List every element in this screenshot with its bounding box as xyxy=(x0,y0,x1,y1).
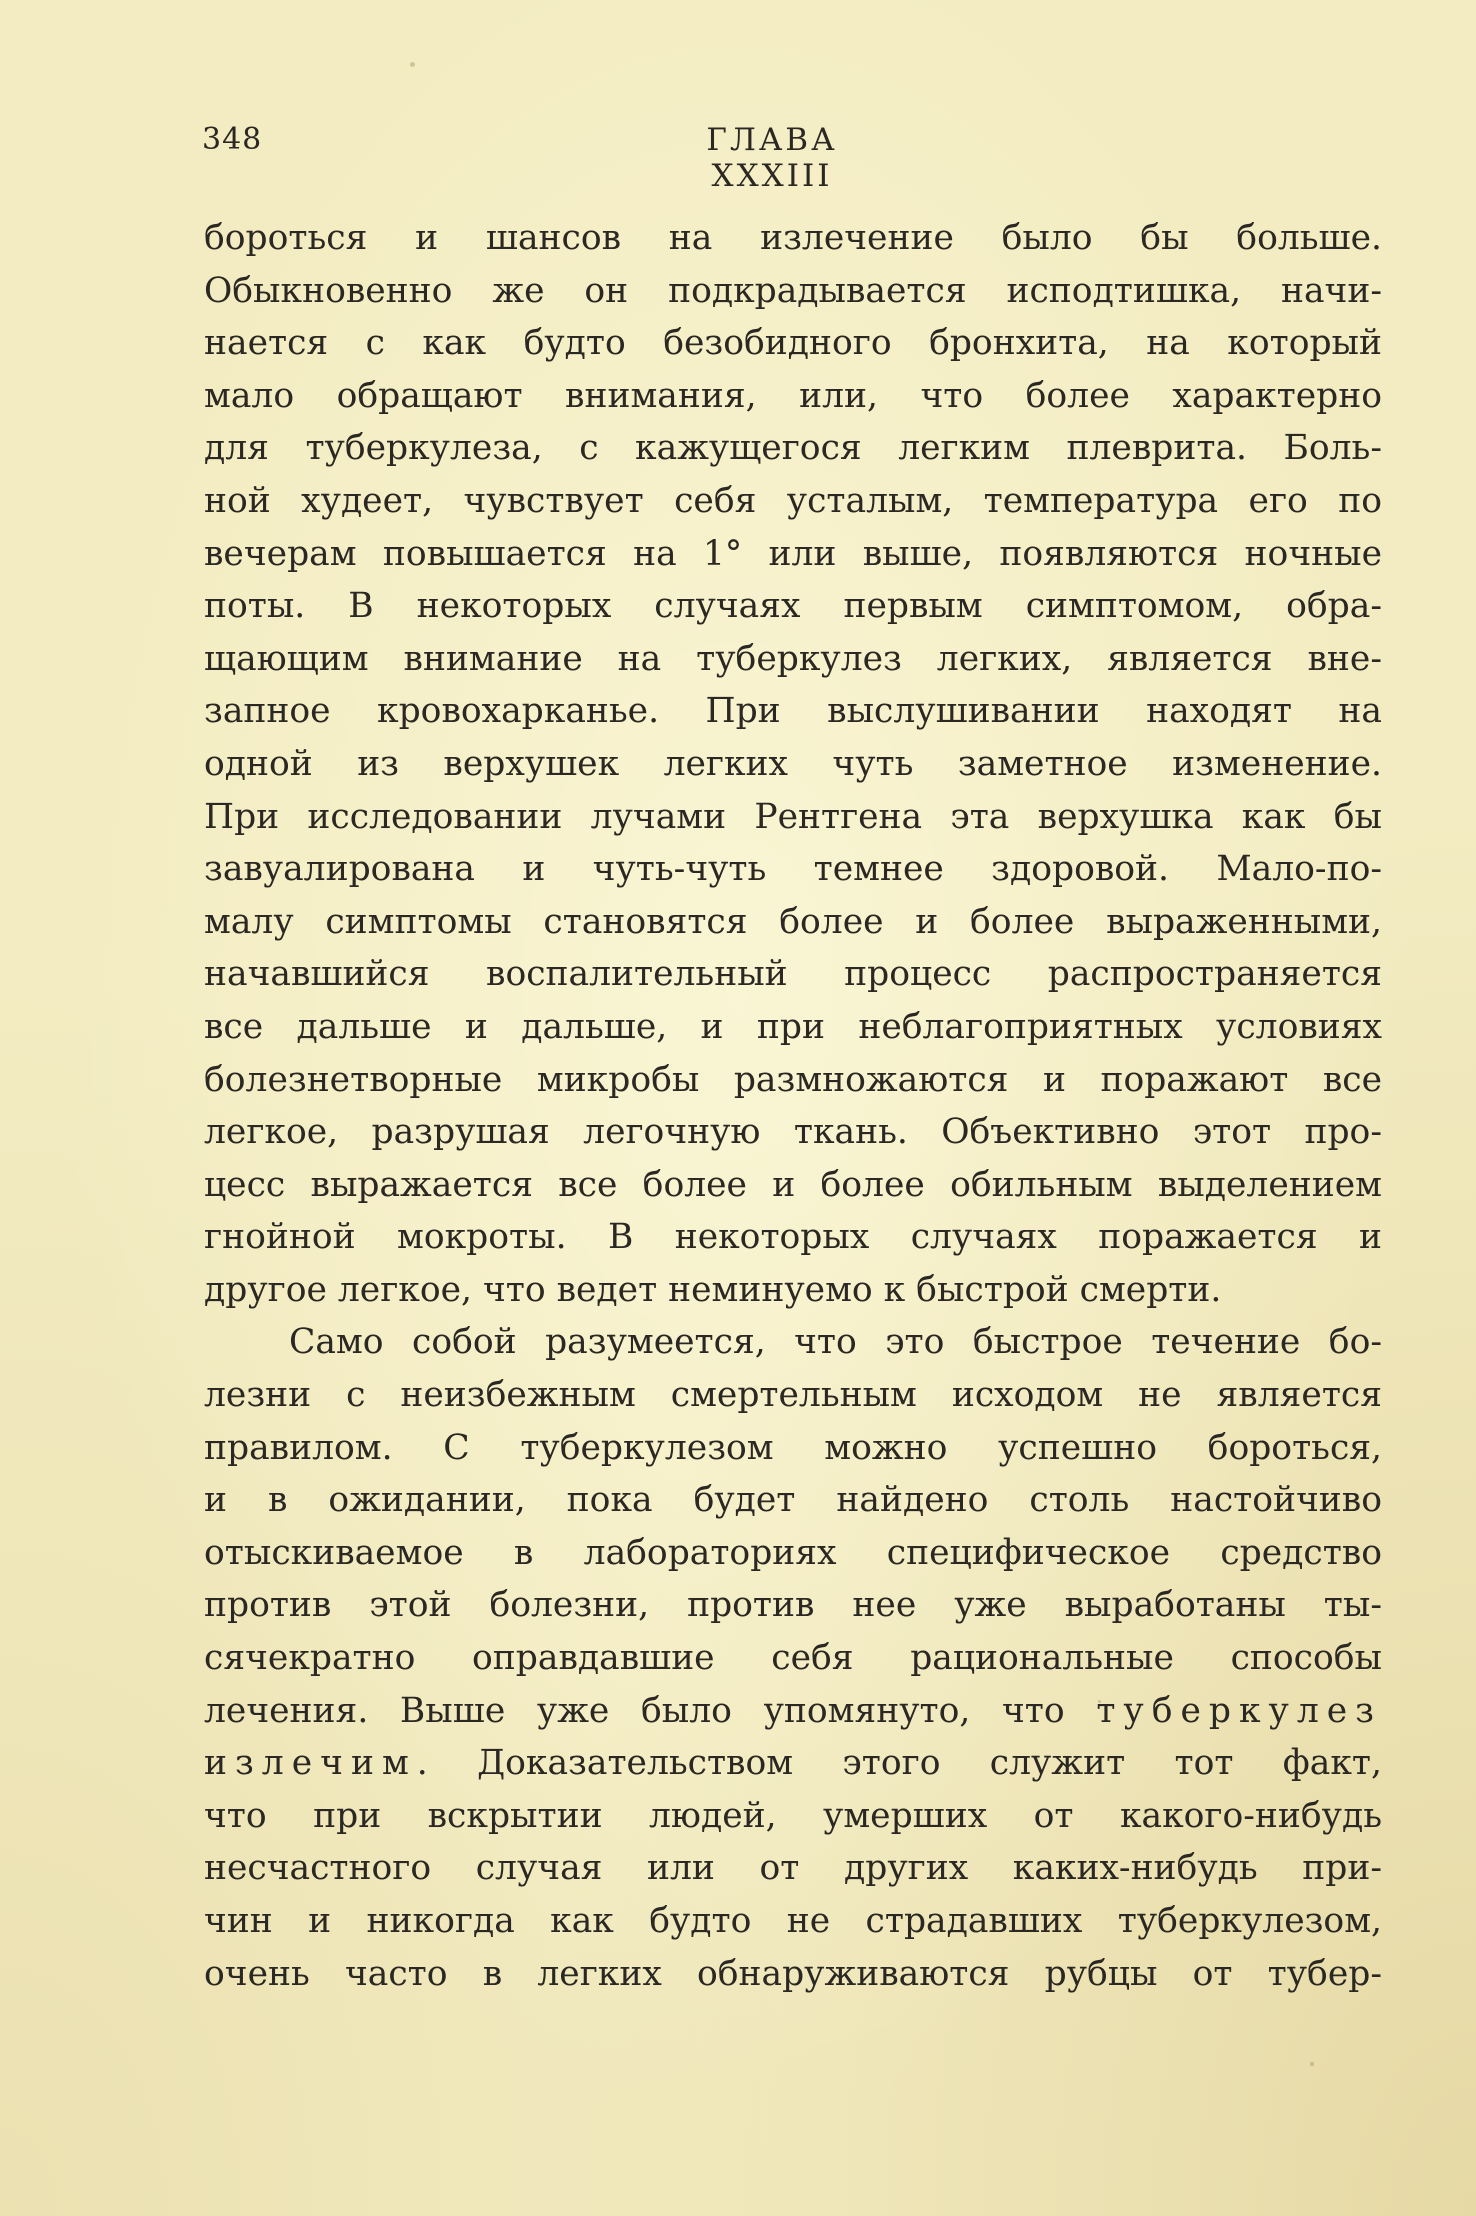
text-line: лезни с неизбежным смертельным исходом не является xyxy=(204,1375,1382,1416)
body-text xyxy=(204,212,1382,2000)
paragraph-end-line: другое легкое, что ведет неминуемо к быстрой смерти. xyxy=(204,1269,1222,1310)
text-line: щающим внимание на туберкулез легких, является вне- xyxy=(204,638,1382,679)
text-line: гнойной мокроты. В некоторых случаях поражается и xyxy=(204,1217,1382,1258)
text-line: болезнетворные микробы размножаются и поражают все xyxy=(204,1059,1382,1100)
text-line: сячекратно оправдавшие себя рациональные способы xyxy=(204,1638,1382,1679)
text-line: вечерам повышается на 1° или выше, появляются ночные xyxy=(204,533,1382,574)
text-line: мало обращают внимания, или, что более характерно xyxy=(204,375,1382,416)
emphasized-word: туберкулез xyxy=(1096,1690,1382,1731)
text-line: нается с как будто безобидного бронхита, на который xyxy=(204,323,1382,364)
text-line xyxy=(204,1685,1382,1738)
text-line: запное кровохарканье. При выслушивании находят на xyxy=(204,691,1382,732)
text-line xyxy=(204,1737,1382,1790)
text-line: бороться и шансов на излечение было бы больше. xyxy=(204,218,1382,258)
text-line: очень часто в легких обнаруживаются рубцы от тубер- xyxy=(204,1953,1382,1994)
text-line: и в ожидании, пока будет найдено столь настойчиво xyxy=(204,1480,1382,1521)
text-segment: . Доказательством этого служит тот факт, xyxy=(416,1743,1382,1784)
text-line: цесс выражается все более и более обильным выделением xyxy=(204,1164,1382,1205)
text-segment: лечения. Выше уже было упомянуто, что xyxy=(204,1690,1065,1731)
text-line: При исследовании лучами Рентгена эта верхушка как бы xyxy=(204,796,1382,837)
text-line: легкое, разрушая легочную ткань. Объективно этот про- xyxy=(204,1112,1382,1153)
text-line: начавшийся воспалительный процесс распространяется xyxy=(204,954,1382,995)
paper-spot xyxy=(410,62,415,67)
page-number: 348 xyxy=(202,122,263,157)
text-line: Обыкновенно же он подкрадывается исподтишка, начи- xyxy=(204,270,1382,311)
text-line: против этой болезни, против нее уже выработаны ты- xyxy=(204,1585,1382,1626)
text-line: отыскиваемое в лабораториях специфическое средство xyxy=(204,1532,1382,1573)
paper-spot xyxy=(1310,2062,1314,2066)
paper-spot xyxy=(1098,1700,1101,1703)
text-line: чин и никогда как будто не страдавших туберкулезом, xyxy=(204,1901,1382,1941)
running-head: ГЛАВА XXXIII xyxy=(706,122,838,194)
page-header xyxy=(202,122,1382,194)
text-line: правилом. С туберкулезом можно успешно бороться, xyxy=(204,1427,1382,1468)
text-line: для туберкулеза, с кажущегося легким плеврита. Боль- xyxy=(204,428,1382,469)
text-line: ной худеет, чувствует себя усталым, температура его по xyxy=(204,480,1382,521)
emphasized-word: излечим xyxy=(204,1743,417,1784)
text-line: все дальше и дальше, и при неблагоприятных условиях xyxy=(204,1006,1382,1047)
text-line: поты. В некоторых случаях первым симптомом, обра- xyxy=(204,586,1382,627)
text-line: одной из верхушек легких чуть заметное изменение. xyxy=(204,743,1382,784)
text-line: малу симптомы становятся более и более выраженными, xyxy=(204,901,1382,942)
text-line: несчастного случая или от других каких-нибудь при- xyxy=(204,1848,1382,1889)
paragraph-start-line: Само собой разумеется, что это быстрое течение бо- xyxy=(289,1322,1382,1363)
text-line: что при вскрытии людей, умерших от какого-нибудь xyxy=(204,1795,1382,1836)
text-line: завуалирована и чуть-чуть темнее здоровой. Мало-по- xyxy=(204,849,1382,890)
